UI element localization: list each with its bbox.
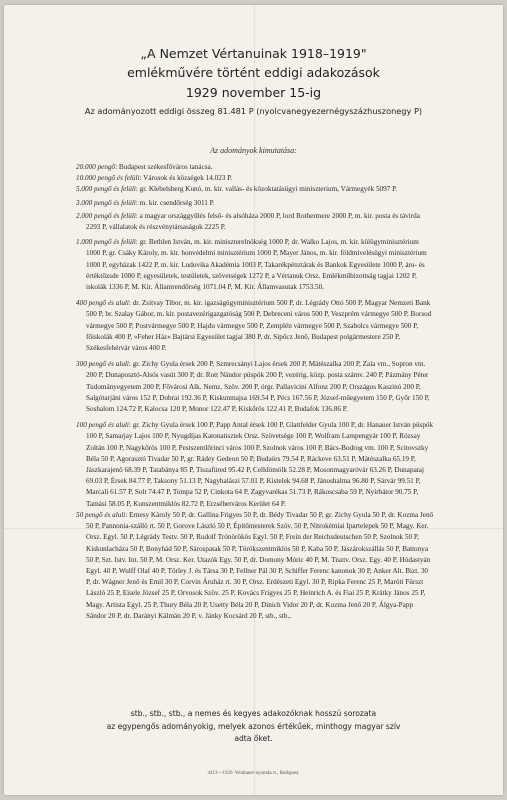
title-line-1: „A Nemzet Vértanuinak 1918–1919" <box>140 46 367 61</box>
donation-group-text: : gr. Bethlen István, m. kir. miniszterelnökség 1000 P, dr. Walko Lajos, m. kir. külügyminisztérium 1000 P, gr. Csáky Károly, m. kir. honvédelmi minisztérium 1000 P, Mayer János, m. kir. földmivelésügyi minisztérium 1000 P, egyházak 1422 P, m. kir. Ludovika Akadémia 1003 P, Takarékpénztárak és Bankok Egyesülete 1000 P, áru- és értéktőzsde 1000 P, egyesületek, testületek, szövetségek 1272 P, a Vértanuk Orsz. Emlékműbizottság tagjai 1202 P, iskolák 1336 P, M. Kir. Államrendőrség 1071.04 P, M. Kir. Államvasutak 1753.50. <box>86 238 427 292</box>
donation-group <box>76 237 434 293</box>
donation-group-text: : gr. Zichy Gyula érsek 200 P, Szmrecsányi Lajos érsek 200 P, Mátészalka 200 P, Zala vm., Sopron vm. 200 P, Dunaposztó-Alsós vasút 300 P, dr. Rott Nándor püspök 200 P, vezérig. közp. posta számv. 240 P, Pázmány Péter Tudományegyetem 200 P, Fővárosi Alk. Nemz. Szöv. 200 P, órgr. Pallavicini Alfonz 200 P, Országos Kaszinó 200 P, Salgótarjáni város 152 P, Dobrai 192.36 P, Kiskunmajsa 169.54 P, Pécs 167.56 P, József-műegyetem 150 P, Győr 150 P, Soshalom 124.72 P, Kalocsa 120 P, Monor 122.47 P, Kiskőrös 122.41 P, Budafok 136.86 P. <box>86 360 430 414</box>
document-sheet <box>4 5 503 795</box>
title-line-2: emlékművére történt eddigi adakozások <box>127 65 380 80</box>
donation-group <box>76 211 434 233</box>
donation-group-text: : gr. Zichy Gyula érsek 100 P, Papp Antal érsek 100 P, Glattfelder Gyula 100 P, dr. Hanauer István püspök 100 P, Samarjay Lajos 100 P, Nyugdíjas Katonatisztek Orsz. Szövetsége 100 P, Wolfram Lampengyár 100 P, Rózsay Zoltán 100 P, Nagykőrös 100 P, Pestszentlőrinci város 100 P, Szolnok város 100 P, Bács-Bodrog vm. 100 P, Scitovszky Béla 50 P, Agorasztó Tivadar 50 P, gr. Rádey Gedeon 50 P, Budaörs 79.54 P, Ráckeve 63.51 P, Mátészalka 65.19 P, Jászkarajenő 68.39 P, Tatabánya 85 P, Tiszafüred 95.42 P, Celldömölk 52.28 P, Mosonmagyaróvár 63.26 P, Dunapataj 69.03 P, Érsek 84.77 P, Taksony 51.13 P, Nagyhalászi 57.01 P, Kistelek 94.68 P, Jánoshalma 96.80 P, Sárvár 99.51 P, Marcali 61.57 P, Solt 74.47 P, Tompa 52 P, Cinkota 64 P, Zagyvarékas 51.73 P, Rákoscsaba 59 P, Nyírbátor 90.75 P, Tamási 58.05 P, Kunszentmiklós 82.72 P, Erzsébetváros Kerület 64 P. <box>86 421 434 508</box>
donation-group-amount: 100 pengő és aluli <box>76 421 129 430</box>
closing-paragraph <box>64 708 443 746</box>
donation-group <box>76 420 434 510</box>
donation-group-text: : Ernesy Károly 50 P, dr. Gallina Frigyes 50 P, dr. Bédy Tivadar 50 P, gr. Zichy Gyula 50 P, dr. Kozma Jenő 50 P, Pannonia-szálló rt. 50 P, Gorove László 50 P, Építőmesterek Szöv. 50 P, Nitrokémiai Ipartelepek 50 P, Magy. Ker. Orsz. Egyl. 50 P, Légrády Testv. 50 P, Rudolf Trónörökös Egyl. 50 P, Frein der Reichsdeutschen 50 P, Szolnok 50 P, Kiskunlacháza 50 P, Bonyhád 50 P, Sárospatak 50 P, Törökszentmiklós 50 P, Kaba 50 P, Jászárokszállás 50 P, Battonya 50 P, Szt. Istv. Int. 50 P, M. Orsz. Ker. Utazók Egy. 50 P, dr. Domony Móric 40 P, M. Tisztv. Orsz. Egy. 40 P, Hódastyán Egyl. 40 P, Wulff Olaf 40 P, Törley J. és Társa 30 P, Fellner Pál 30 P, Schiffer Ferenc kanonok 30 P, Anker Alt. Bizt. 30 P, dr. Wágner Jenő és Emil 30 P, Corvin Áruház rt. 30 P, Orsz. Erdészeti Egyl. 30 P, Ripka Ferenc 25 P, Maróti Fürszt László 25 P, Eisele József 25 P, Orvosok Szöv. 25 P, Kovács Frigyes 25 P, Heinrich A. és Fiai 25 P, Krátky János 25 P, Magy. Artista Egyl. 25 P, Thury Béla 20 P, Usetty Béla 20 P, Dinich Vidor 20 P, dr. Kozma Jenő 20 P, Álgya-Papp Sándor 20 P, dr. Darányi Kálmán 20 P, v. Jánky Kocsárd 20 P, stb., stb., <box>86 510 434 620</box>
title-line-3: 1929 november 15-ig <box>185 85 322 100</box>
donation-group <box>76 298 434 354</box>
donation-group-text: : dr. Zsitvay Tibor, m. kir. igazságügyminisztérium 500 P, dr. Légrády Ottó 500 P, Magyar Nemzeti Bank 500 P, br. Szalay Gábor, m. kir. postavezérigazgatóság 500 P, Debreceni város 500 P, Veszprém vármegye 500 P, Borsod vármegye 500 P, Postvármegye 500 P, Hajdu vármegye 500 P, Zemplén vármegye 500 P, Szabolcs vármegye 500 P, főiskolák 400 P, »Feher Ház« Bajtársi Egyesület tagjai 380 P, dr. Sipőcz Jenő, Budapest polgármestere 250 P, Székesfehérvár város 400 P. <box>86 299 432 353</box>
donation-group-text: : gr. Klebelsberg Kunó, m. kir. vallás- és közoktatásügyi miniszterium, Vármegyék 5097 P. <box>135 185 398 194</box>
donation-group <box>76 510 434 622</box>
donation-group-amount: 2.000 pengő és felüli <box>76 211 136 220</box>
donation-group-amount: 5.000 pengő és felüli <box>76 185 136 194</box>
donation-group-amount: 3.000 pengő és felüli <box>76 198 136 207</box>
donation-group <box>76 184 434 195</box>
total-amount-subtitle: Az adományozott eddigi összeg 81.481 P (nyolcvanegyezernégyszázhuszonegy P) <box>84 106 423 116</box>
donation-group-text: : a magyar országgyűlés felső- és alsóháza 2000 P, lord Rothermere 2000 P, m. kir. posta és távirda 2293 P, vállalatok és részvénytársaságok 2225 P. <box>86 211 420 232</box>
donation-group <box>76 359 434 415</box>
list-heading: Az adományok kimutatása: <box>210 146 297 155</box>
printer-imprint: 4413—1929. Wodianer nyomda rt., Budapest. <box>207 771 300 776</box>
donation-group-amount: 1.000 pengő és felüli <box>76 238 136 247</box>
closing-line-2: az egypengős adományokig, melyek azonos értékűek, minthogy magyar szív <box>106 721 401 731</box>
donation-group-amount: 10.000 pengő és felüli <box>76 174 140 183</box>
closing-line-1: stb., stb., stb., a nemes és kegyes adakozóknak hosszú sorozata <box>130 709 377 718</box>
donation-list <box>76 162 434 622</box>
donation-group-amount: 400 pengő és aluli <box>76 299 129 308</box>
donation-group <box>76 198 434 209</box>
closing-line-3: adta őket. <box>234 734 273 743</box>
donation-group <box>76 173 434 184</box>
donation-group-text: : m. kir. csendőrség 3011 P. <box>135 198 215 207</box>
donation-group-amount: 300 pengő és aluli <box>76 360 129 369</box>
donation-group-text: : Budapest székesfőváros tanácsa. <box>115 163 213 171</box>
donation-group-amount: 50 pengő és aluli <box>76 510 126 519</box>
donation-group-text: : Városok és községek 14.023 P. <box>139 174 233 183</box>
donation-group <box>76 162 434 173</box>
donation-group-amount: 20.000 pengő <box>76 163 116 171</box>
